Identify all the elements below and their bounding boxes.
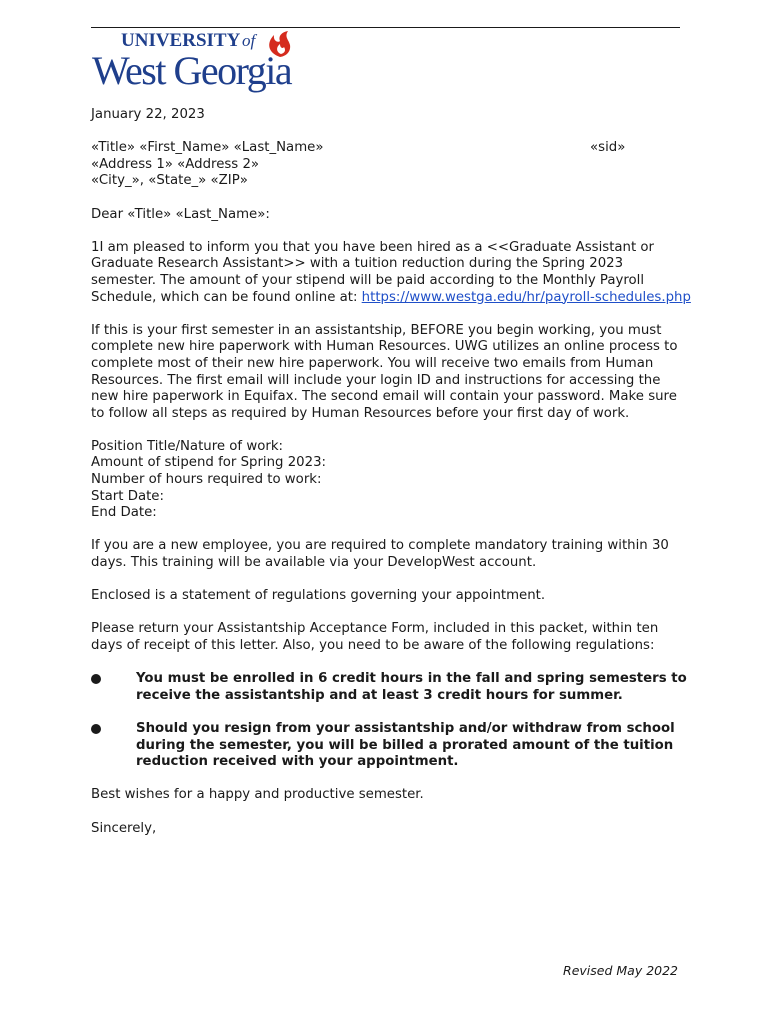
enclosed-paragraph: Enclosed is a statement of regulations governing your appointment. bbox=[91, 588, 546, 604]
hire-paragraph bbox=[91, 240, 691, 306]
closing-signoff: Sincerely, bbox=[91, 820, 157, 836]
field-end-date: End Date: bbox=[91, 505, 157, 521]
logo-of-text: of bbox=[242, 31, 256, 50]
payroll-schedule-link[interactable]: https://www.westga.edu/hr/payroll-schedules.php bbox=[361, 289, 691, 305]
logo-university-text: UNIVERSITY bbox=[121, 30, 241, 51]
university-logo bbox=[92, 29, 322, 93]
field-hours-required: Number of hours required to work: bbox=[91, 472, 322, 488]
address-line-3: «City_», «State_» «ZIP» bbox=[91, 173, 248, 189]
top-rule bbox=[91, 27, 680, 28]
training-paragraph: If you are a new employee, you are required to complete mandatory training within 30 days. This training will be available via your DevelopWest account. bbox=[91, 538, 669, 571]
letter-body bbox=[91, 107, 691, 837]
revision-note: Revised May 2022 bbox=[563, 963, 678, 978]
logo-west-georgia-text: West Georgia bbox=[92, 48, 292, 93]
field-position-title: Position Title/Nature of work: bbox=[91, 438, 283, 454]
regulation-item bbox=[91, 721, 691, 771]
address-block bbox=[91, 140, 691, 190]
salutation: Dear «Title» «Last_Name»: bbox=[91, 206, 270, 222]
bullet-icon bbox=[91, 724, 101, 734]
student-id-field: «sid» bbox=[590, 140, 626, 156]
address-line-1: «Title» «First_Name» «Last_Name» bbox=[91, 140, 324, 156]
position-fields bbox=[91, 439, 691, 522]
paperwork-paragraph: If this is your first semester in an assistantship, BEFORE you begin working, you must complete new hire paperwork with Human Resources. UWG utilizes an online process to complete most of their new hire paperwork. You will receive two emails from Human Resources. The first email will include your login ID and instructions for accessing the new hire paperwork in Equifax. The second email will contain your password. Make sure to follow all steps as required by Human Resources before your first day of work. bbox=[91, 322, 678, 421]
address-line-1-row bbox=[91, 140, 691, 157]
address-line-2: «Address 1» «Address 2» bbox=[91, 156, 260, 172]
field-stipend-amount: Amount of stipend for Spring 2023: bbox=[91, 455, 327, 471]
closing-wishes: Best wishes for a happy and productive semester. bbox=[91, 787, 424, 803]
field-start-date: Start Date: bbox=[91, 488, 164, 504]
bullet-icon bbox=[91, 674, 101, 684]
letter-date: January 22, 2023 bbox=[91, 107, 205, 122]
regulation-text: Should you resign from your assistantship and/or withdraw from school during the semester, you will be billed a prorated amount of the tuition reduction received with your appointment. bbox=[136, 720, 675, 770]
regulation-item bbox=[91, 671, 691, 704]
regulations-list bbox=[91, 671, 691, 771]
return-form-paragraph: Please return your Assistantship Acceptance Form, included in this packet, within ten days of receipt of this letter. Also, you need to be aware of the following regulations: bbox=[91, 621, 659, 653]
hire-paragraph-text: 1I am pleased to inform you that you have been hired as a <<Graduate Assistant or Graduate Research Assistant>> with a tuition reduction during the Spring 2023 semester. The amount of your stipend will be paid according to the Monthly Payroll Schedule, which can be found online at: bbox=[91, 239, 655, 305]
regulation-text: You must be enrolled in 6 credit hours in the fall and spring semesters to receive the assistantship and at least 3 credit hours for summer. bbox=[136, 671, 687, 703]
